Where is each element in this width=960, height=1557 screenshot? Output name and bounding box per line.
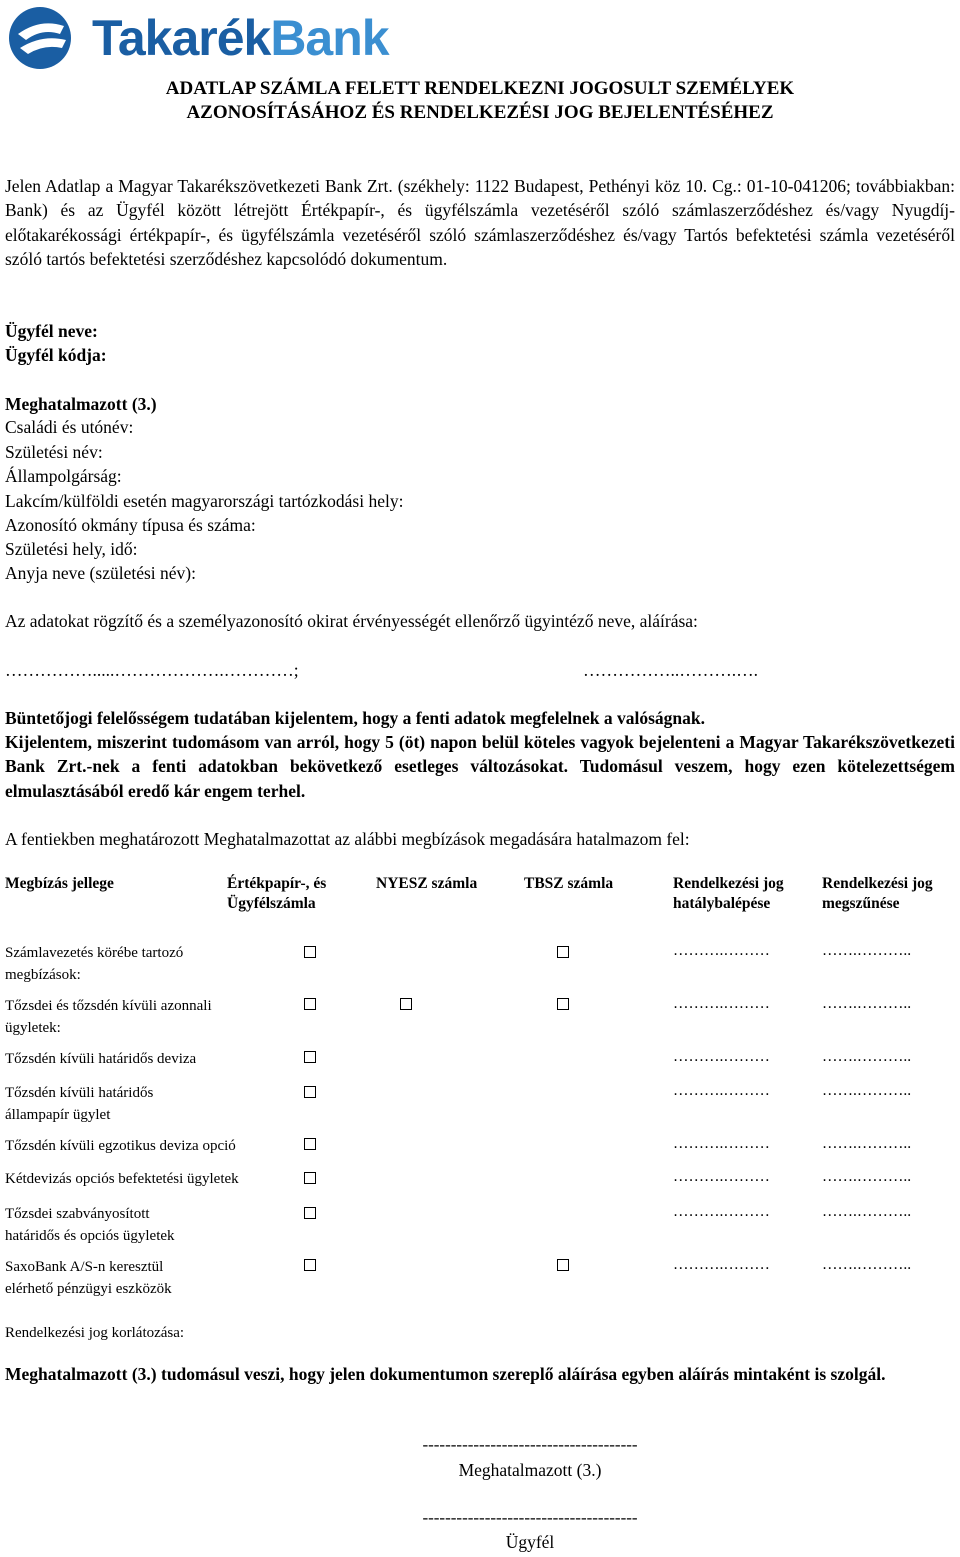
proxy-signature-label: Meghatalmazott (3.) <box>458 1460 602 1480</box>
row0-start-date[interactable]: ……….……… <box>673 942 770 959</box>
table-header-tbsz-account: TBSZ számla <box>524 875 614 892</box>
row7-start-date[interactable]: ……….……… <box>673 1256 770 1273</box>
checkbox-row6-securities[interactable] <box>304 1207 316 1219</box>
checkbox-row5-securities[interactable] <box>304 1172 316 1184</box>
client-name-label: Ügyfél neve: <box>5 321 98 341</box>
intro-paragraph: Jelen Adatlap a Magyar Takarékszövetkezeti Bank Zrt. (székhely: 1122 Budapest, Pethényi köz 10. Cg.: 01-10-041206; továbbiakban: Bank) és az Ügyfél között létrejött Értékpapír-, és ügyfélszámla vezetéséről szóló számlaszerződéshez és/vagy Nyugdíj-előtakarékossági értékpapír-, és ügyfélszámla vezetéséről szóló számlaszerződéshez és/vagy Tartós befektetési számla vezetéséről szóló tartós befektetési szerződéshez kapcsolódó dokumentum. <box>5 176 955 269</box>
logo-text-takarek: Takarék <box>92 10 271 66</box>
table-row-label: SaxoBank A/S-n keresztül elérhető pénzügyi eszközök <box>5 1259 172 1297</box>
recorder-label: Az adatokat rögzítő és a személyazonosító okirat érvényességét ellenőrző ügyintéző neve, aláírása: <box>5 611 698 631</box>
row4-end-date[interactable]: …….……….. <box>822 1135 912 1152</box>
proxy-field-birth-place-date: Születési hely, idő: <box>5 539 138 559</box>
form-title-line-2: AZONOSÍTÁSÁHOZ ÉS RENDELKEZÉSI JOG BEJELENTÉSÉHEZ <box>186 102 774 123</box>
table-header-nyesz-account: NYESZ számla <box>376 875 478 892</box>
row6-end-date[interactable]: …….……….. <box>822 1203 912 1220</box>
row3-start-date[interactable]: ……….……… <box>673 1082 770 1099</box>
checkbox-row1-nyesz[interactable] <box>400 998 412 1010</box>
table-row-label: Kétdevizás opciós befektetési ügyletek <box>5 1171 239 1187</box>
row2-end-date[interactable]: …….……….. <box>822 1048 912 1065</box>
proxy-field-birth-name: Születési név: <box>5 442 103 462</box>
form-title-line-1: ADATLAP SZÁMLA FELETT RENDELKEZNI JOGOSULT SZEMÉLYEK <box>165 78 795 99</box>
checkbox-row1-securities[interactable] <box>304 998 316 1010</box>
table-header-order-type: Megbízás jellege <box>5 875 114 892</box>
checkbox-row4-securities[interactable] <box>304 1138 316 1150</box>
table-header-right-start: Rendelkezési jog hatálybalépése <box>673 875 784 912</box>
checkbox-row0-securities[interactable] <box>304 946 316 958</box>
sample-signature-note: Meghatalmazott (3.) tudomásul veszi, hogy jelen dokumentumon szereplő aláírása egyben aláírás mintaként is szolgál. <box>5 1364 886 1384</box>
declaration-liability: Büntetőjogi felelősségem tudatában kijelentem, hogy a fenti adatok megfelelnek a valóságnak. <box>5 708 705 728</box>
table-row-label: Tőzsdén kívüli egzotikus deviza opció <box>5 1138 236 1154</box>
proxy-heading: Meghatalmazott (3.) <box>5 394 157 414</box>
checkbox-row3-securities[interactable] <box>304 1086 316 1098</box>
row2-start-date[interactable]: ……….……… <box>673 1048 770 1065</box>
restriction-label: Rendelkezési jog korlátozása: <box>5 1325 185 1341</box>
row3-end-date[interactable]: …….……….. <box>822 1082 912 1099</box>
logo-text-bank: Bank <box>270 10 389 66</box>
checkbox-row7-tbsz[interactable] <box>557 1259 569 1271</box>
table-header-securities-account: Értékpapír-, és Ügyfélszámla <box>227 875 327 912</box>
bank-logo-icon <box>6 4 78 72</box>
recorder-signature-dots-left: …………….....……………….…………; <box>5 660 299 680</box>
bank-logo <box>6 4 398 72</box>
checkbox-row1-tbsz[interactable] <box>557 998 569 1010</box>
row6-start-date[interactable]: ……….……… <box>673 1203 770 1220</box>
proxy-field-address: Lakcím/külföldi esetén magyarországi tartózkodási hely: <box>5 491 404 511</box>
proxy-field-id-document: Azonosító okmány típusa és száma: <box>5 515 256 535</box>
table-row-label: Számlavezetés körébe tartozó megbízások: <box>5 945 184 983</box>
row7-end-date[interactable]: …….……….. <box>822 1256 912 1273</box>
recorder-signature-dots-right: ……………..……….…. <box>583 660 758 680</box>
client-code-label: Ügyfél kódja: <box>5 345 107 365</box>
proxy-signature-line: -------------------------------------- <box>422 1435 638 1454</box>
client-signature-label: Ügyfél <box>505 1532 555 1552</box>
proxy-field-citizenship: Állampolgárság: <box>5 466 122 486</box>
table-row-label: Tőzsdei és tőzsdén kívüli azonnali ügyletek: <box>5 998 212 1036</box>
table-row-label: Tőzsdei szabványosított határidős és opciós ügyletek <box>5 1206 175 1244</box>
table-row-label: Tőzsdén kívüli határidős deviza <box>5 1051 197 1067</box>
checkbox-row7-securities[interactable] <box>304 1259 316 1271</box>
proxy-field-mother-name: Anyja neve (születési név): <box>5 563 196 583</box>
row0-end-date[interactable]: …….……….. <box>822 942 912 959</box>
row1-start-date[interactable]: ……….……… <box>673 995 770 1012</box>
table-row-label: Tőzsdén kívüli határidős állampapír ügylet <box>5 1085 154 1123</box>
row5-end-date[interactable]: …….……….. <box>822 1168 912 1185</box>
row5-start-date[interactable]: ……….……… <box>673 1168 770 1185</box>
proxy-field-family-name: Családi és utónév: <box>5 417 134 437</box>
checkbox-row0-tbsz[interactable] <box>557 946 569 958</box>
bank-logo-wordmark <box>92 4 389 72</box>
declaration-change-notice: Kijelentem, miszerint tudomásom van arról, hogy 5 (öt) napon belül köteles vagyok bejelenteni a Magyar Takarékszövetkezeti Bank Zrt.-nek a fenti adatokban bekövetkező esetleges változásokat. Tudomásul veszem, hogy ezen kötelezettségem elmulasztásából eredő kár engem terhel. <box>5 732 955 801</box>
row4-start-date[interactable]: ……….……… <box>673 1135 770 1152</box>
client-signature-line: -------------------------------------- <box>422 1508 638 1527</box>
table-header-right-end: Rendelkezési jog megszűnése <box>822 875 933 912</box>
authorization-intro: A fentiekben meghatározott Meghatalmazottat az alábbi megbízások megadására hatalmazom fel: <box>5 829 690 849</box>
row1-end-date[interactable]: …….……….. <box>822 995 912 1012</box>
checkbox-row2-securities[interactable] <box>304 1051 316 1063</box>
